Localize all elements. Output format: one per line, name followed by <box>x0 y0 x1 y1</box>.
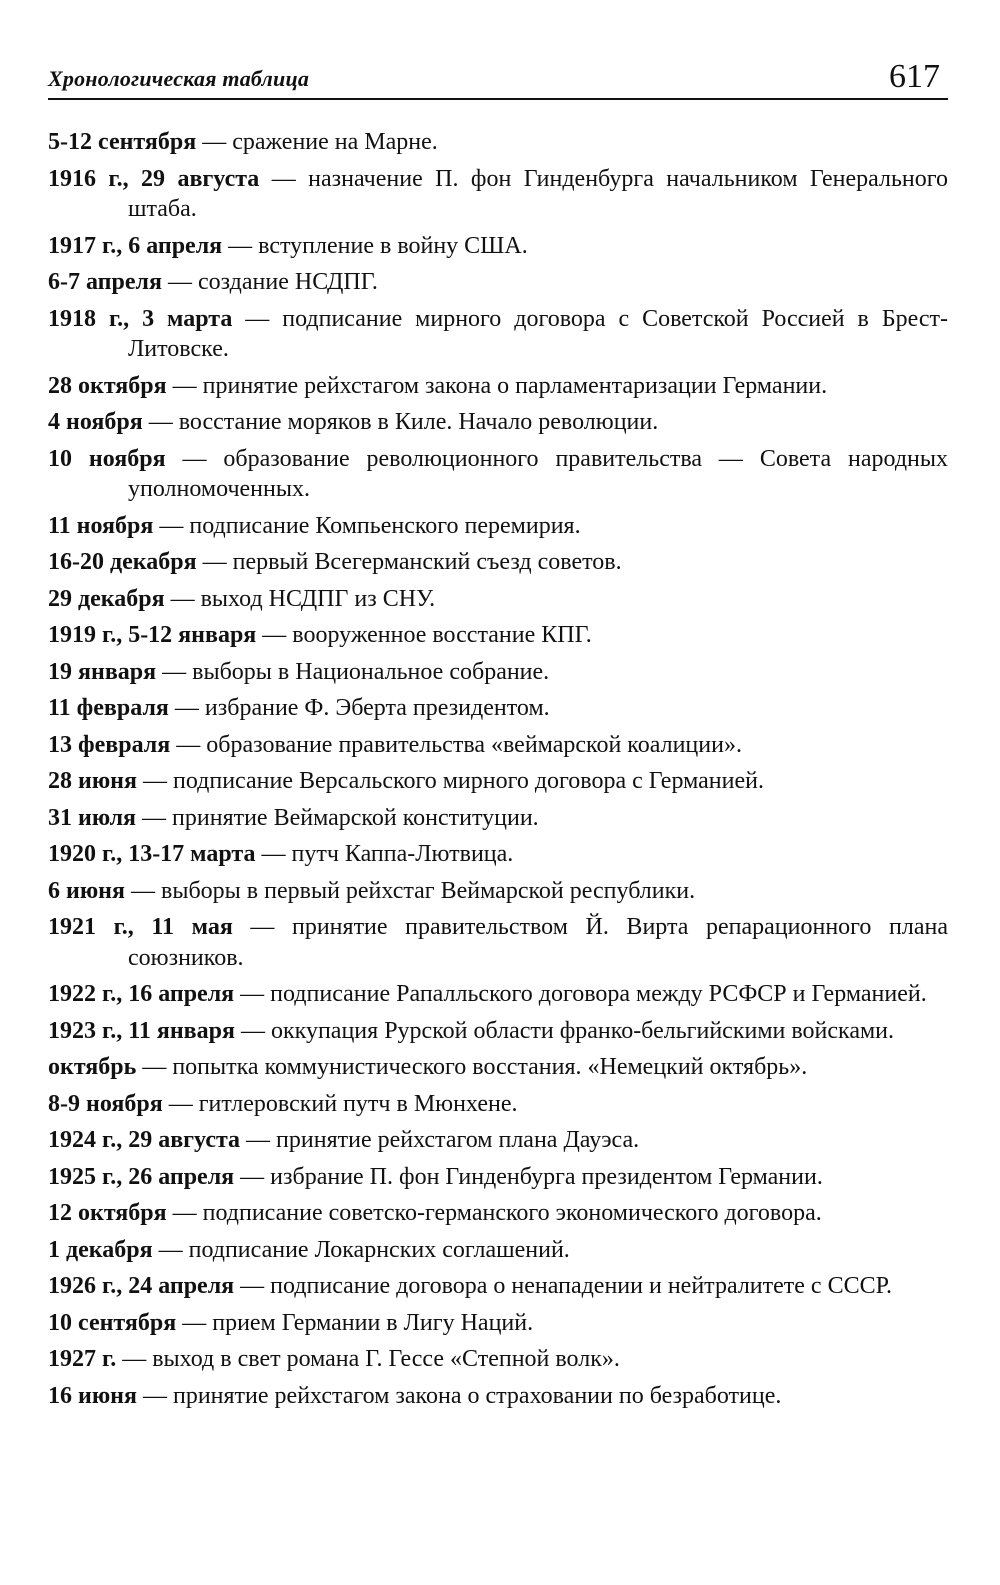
entry-text: — попытка коммунистического восстания. «Немецкий октябрь». <box>136 1054 808 1080</box>
entry-text: — выборы в первый рейхстаг Веймарской республики. <box>124 877 696 904</box>
chronology-entry <box>48 584 948 615</box>
entry-text: — подписание Рапалльского договора между РСФСР и Германией. <box>234 981 927 1007</box>
chronology-entry <box>48 164 948 225</box>
chronology-entry <box>48 1344 948 1375</box>
entry-text: — принятие рейхстагом закона о парламентаризации Германии. <box>166 372 828 399</box>
chronology-entry <box>48 511 948 542</box>
entry-date: 11 февраля <box>48 695 169 721</box>
entry-text: — образование правительства «веймарской коалиции». <box>170 731 742 758</box>
entry-text: — подписание договора о ненападении и нейтралитете с СССР. <box>234 1273 892 1299</box>
chronology-entry <box>48 839 948 870</box>
chronology-entry <box>48 1271 948 1302</box>
chronology-entry <box>48 371 948 402</box>
entry-text: — образование революционного правительства — Совета народных уполномоченных. <box>128 445 948 502</box>
entry-text: — избрание П. фон Гинденбурга президентом Германии. <box>234 1163 823 1190</box>
chronology-entry <box>48 1235 948 1266</box>
entry-date: 1925 г., 26 апреля <box>48 1163 235 1190</box>
entry-text: — вооруженное восстание КПГ. <box>256 622 592 648</box>
entry-date: 28 октября <box>48 372 167 399</box>
entry-text: — подписание советско-германского экономического договора. <box>166 1200 822 1226</box>
entry-text: — подписание мирного договора с Советской Россией в Брест-Литовске. <box>128 305 948 362</box>
entry-date: 13 февраля <box>48 731 171 758</box>
entry-text: — выход в свет романа Г. Гессе «Степной волк». <box>116 1346 620 1372</box>
chronology-entry <box>48 1125 948 1156</box>
chronology-entry <box>48 912 948 973</box>
entry-text: — прием Германии в Лигу Наций. <box>176 1309 534 1336</box>
entry-date: 1922 г., 16 апреля <box>48 981 235 1007</box>
entry-date: 6-7 апреля <box>48 269 162 295</box>
entry-date: 11 ноября <box>48 512 154 539</box>
entry-date: 10 сентября <box>48 1309 177 1336</box>
chronology-entry <box>48 730 948 761</box>
entry-date: 28 июня <box>48 768 137 794</box>
chronology-entry <box>48 657 948 688</box>
entry-date: 1927 г. <box>48 1346 117 1372</box>
chronology-entry <box>48 407 948 438</box>
chronology-entry <box>48 979 948 1010</box>
chronology-entry <box>48 304 948 365</box>
entry-text: — принятие рейхстагом закона о страховании по безработице. <box>136 1382 782 1409</box>
chronology-list <box>48 127 948 1411</box>
entry-date: 16 июня <box>48 1382 137 1409</box>
entry-date: 10 ноября <box>48 445 166 472</box>
entry-date: 1918 г., 3 марта <box>48 305 233 332</box>
chronology-entry <box>48 1308 948 1339</box>
entry-text: — подписание Компьенского перемирия. <box>153 512 581 539</box>
chronology-entry <box>48 267 948 298</box>
chronology-entry <box>48 1016 948 1047</box>
chronology-entry <box>48 1089 948 1120</box>
chronology-entry <box>48 693 948 724</box>
chronology-entry <box>48 1198 948 1229</box>
chronology-entry <box>48 231 948 262</box>
chronology-entry <box>48 1052 948 1083</box>
entry-text: — выборы в Национальное собрание. <box>156 658 550 685</box>
entry-date: 5-12 сентября <box>48 129 197 155</box>
entry-text: — подписание Версальского мирного договора с Германией. <box>136 768 764 794</box>
entry-date: 1919 г., 5-12 января <box>48 622 257 648</box>
entry-date: 1923 г., 11 января <box>48 1017 235 1044</box>
entry-date: 1 декабря <box>48 1236 153 1263</box>
running-title: Хронологическая таблица <box>48 66 310 91</box>
entry-text: — выход НСДПГ из СНУ. <box>164 585 436 612</box>
entry-date: 1926 г., 24 апреля <box>48 1273 235 1299</box>
entry-text: — создание НСДПГ. <box>161 269 378 295</box>
entry-date: 1921 г., 11 мая <box>48 914 233 940</box>
entry-text: — оккупация Рурской области франко-бельгийскими войсками. <box>234 1017 895 1044</box>
entry-date: 16-20 декабря <box>48 549 197 575</box>
entry-text: — принятие Веймарской конституции. <box>136 804 539 831</box>
entry-date: 8-9 ноября <box>48 1090 163 1117</box>
page-number: 617 <box>889 58 940 95</box>
entry-date: 1916 г., 29 августа <box>48 165 260 192</box>
entry-text: — принятие правительством Й. Вирта репарационного плана союзников. <box>128 914 948 971</box>
entry-date: 1917 г., 6 апреля <box>48 232 223 259</box>
entry-date: 1924 г., 29 августа <box>48 1127 241 1153</box>
chronology-entry <box>48 766 948 797</box>
entry-text: — подписание Локарнских соглашений. <box>152 1236 570 1263</box>
entry-text: — первый Всегерманский съезд советов. <box>196 549 622 575</box>
running-header <box>48 50 948 100</box>
entry-date: 6 июня <box>48 877 125 904</box>
chronology-entry <box>48 547 948 578</box>
entry-text: — вступление в войну США. <box>222 232 528 259</box>
entry-date: 1920 г., 13-17 марта <box>48 841 256 867</box>
chronology-entry <box>48 620 948 651</box>
entry-text: — восстание моряков в Киле. Начало революции. <box>142 409 659 435</box>
entry-text: — путч Каппа-Лютвица. <box>255 841 514 867</box>
entry-text: — назначение П. фон Гинденбурга начальником Генерального штаба. <box>128 165 949 222</box>
entry-text: — гитлеровский путч в Мюнхене. <box>162 1090 518 1117</box>
entry-date: октябрь <box>48 1054 137 1080</box>
entry-text: — избрание Ф. Эберта президентом. <box>168 695 550 721</box>
chronology-entry <box>48 1381 948 1412</box>
entry-date: 12 октября <box>48 1200 167 1226</box>
entry-text: — принятие рейхстагом плана Дауэса. <box>240 1127 640 1153</box>
chronology-entry <box>48 444 948 505</box>
entry-date: 19 января <box>48 658 157 685</box>
entry-date: 31 июля <box>48 804 137 831</box>
entry-text: — сражение на Марне. <box>196 129 438 155</box>
book-page <box>48 50 948 1417</box>
entry-date: 29 декабря <box>48 585 165 612</box>
chronology-entry <box>48 876 948 907</box>
chronology-entry <box>48 127 948 158</box>
chronology-entry <box>48 1162 948 1193</box>
entry-date: 4 ноября <box>48 409 143 435</box>
chronology-entry <box>48 803 948 834</box>
